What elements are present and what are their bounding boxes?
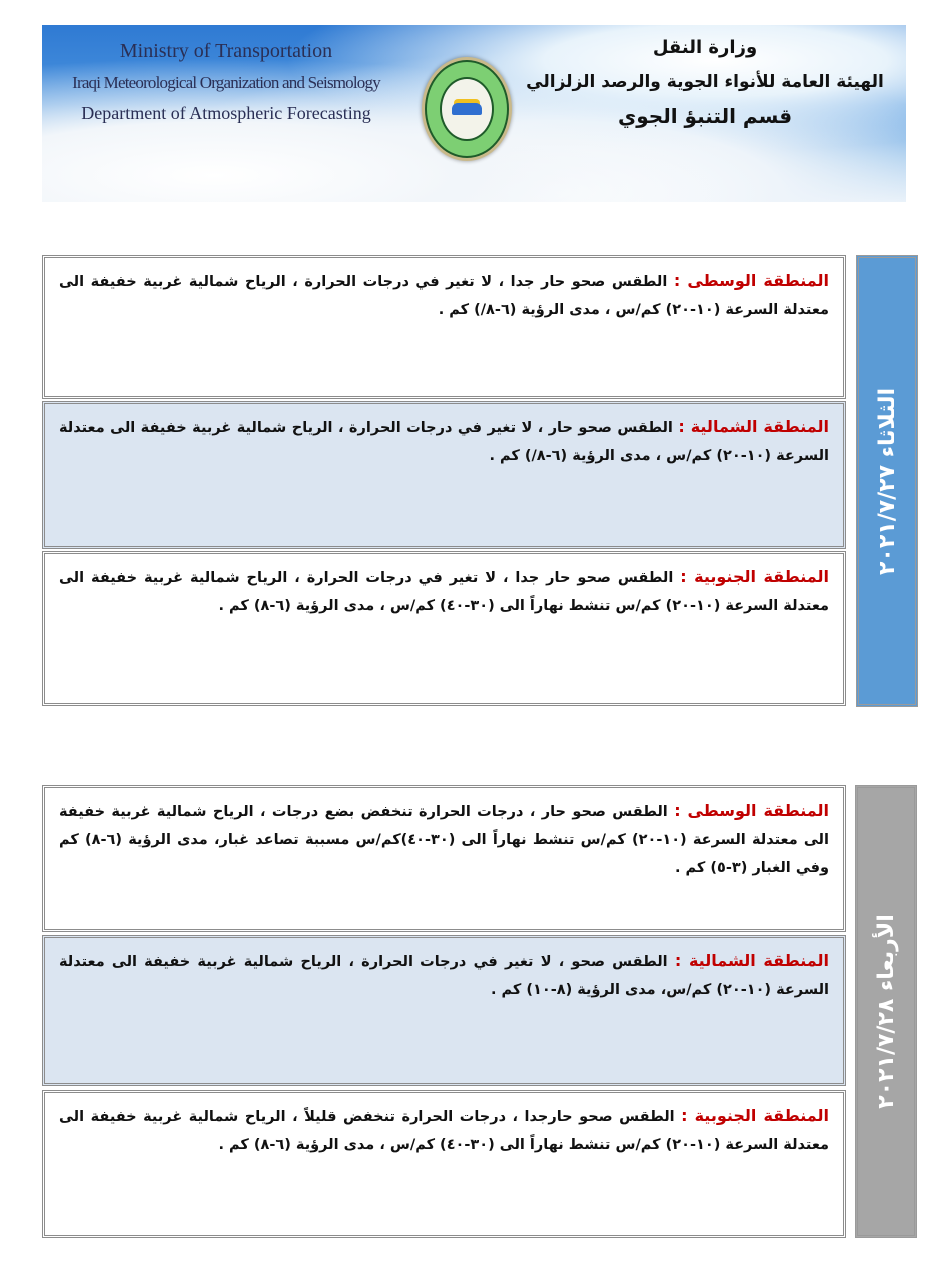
region-forecast: الطقس صحو حارجدا ، درجات الحرارة تنخفض قليلاً ، الرياح شمالية غربية خفيفة الى معتدلة السرعة (١٠-٢٠) كم/س تنشط نهاراً الى (٣٠-٤٠) كم/س ، مدى الرؤية (٦-٨) كم . bbox=[59, 1109, 829, 1153]
region-label: المنطقة الشمالية : bbox=[678, 417, 829, 436]
forecast-north-day2 bbox=[42, 935, 846, 1086]
region-forecast: الطقس صحو حار ، لا تغير في درجات الحرارة ، الرياح شمالية غربية خفيفة الى معتدلة السرعة (١٠-٢٠) كم/س ، مدى الرؤية (٦-٨/) كم . bbox=[59, 420, 829, 464]
region-forecast: الطقس صحو حار جدا ، لا تغير في درجات الحرارة ، الرياح شمالية غربية خفيفة الى معتدلة السرعة (١٠-٢٠) كم/س تنشط نهاراً الى (٣٠-٤٠) كم/س ، مدى الرؤية (٦-٨) كم . bbox=[59, 570, 829, 614]
region-forecast: الطقس صحو حار جدا ، لا تغير في درجات الحرارة ، الرياح شمالية غربية خفيفة الى معتدلة السرعة (١٠-٢٠) كم/س ، مدى الرؤية (٦-٨/) كم . bbox=[59, 274, 829, 318]
region-label: المنطقة الشمالية : bbox=[674, 951, 829, 970]
forecast-north-day1 bbox=[42, 401, 846, 549]
ministry-name-en: Ministry of Transportation bbox=[119, 40, 333, 62]
forecast-south-day1 bbox=[42, 551, 846, 706]
organization-name-ar: الهيئة العامة للأنواء الجوية والرصد الزلزالي bbox=[526, 72, 884, 92]
day-date-label: الأربعاء ٢٠٢١/٧/٢٨ bbox=[873, 914, 899, 1109]
region-forecast: الطقس صحو حار ، درجات الحرارة تنخفض بضع درجات ، الرياح شمالية غربية خفيفة الى معتدلة السرعة (١٠-٢٠) كم/س تنشط نهاراً الى (٣٠-٤٠)كم/س مسببة تصاعد غبار، مدى الرؤية (٦-٨) كم وفي الغبار (٣-٥) كم . bbox=[59, 804, 829, 876]
ministry-name-ar: وزارة النقل bbox=[652, 37, 758, 58]
organization-name-en: Iraqi Meteorological Organization and Seismology bbox=[72, 73, 380, 92]
region-label: المنطقة الجنوبية : bbox=[681, 1106, 829, 1125]
organization-seal-logo bbox=[422, 57, 512, 161]
region-label: المنطقة الجنوبية : bbox=[680, 567, 830, 586]
sun-cloud-icon bbox=[452, 103, 482, 115]
region-forecast: الطقس صحو ، لا تغير في درجات الحرارة ، الرياح شمالية غربية خفيفة الى معتدلة السرعة (١٠-٢٠) كم/س، مدى الرؤية (٨-١٠) كم . bbox=[59, 954, 829, 998]
forecast-central-day1 bbox=[42, 255, 846, 399]
forecast-south-day2 bbox=[42, 1090, 846, 1238]
day-label-bar-2 bbox=[855, 785, 917, 1238]
region-label: المنطقة الوسطى : bbox=[674, 801, 829, 820]
forecast-central-day2 bbox=[42, 785, 846, 932]
day-label-bar-1 bbox=[856, 255, 918, 707]
department-name-en: Department of Atmospheric Forecasting bbox=[81, 103, 371, 123]
day-date-label: الثلاثاء ٢٠٢١/٧/٢٧ bbox=[874, 387, 900, 575]
region-label: المنطقة الوسطى : bbox=[673, 271, 829, 290]
department-name-ar: قسم التنبؤ الجوي bbox=[617, 104, 793, 128]
header-banner bbox=[42, 25, 906, 202]
